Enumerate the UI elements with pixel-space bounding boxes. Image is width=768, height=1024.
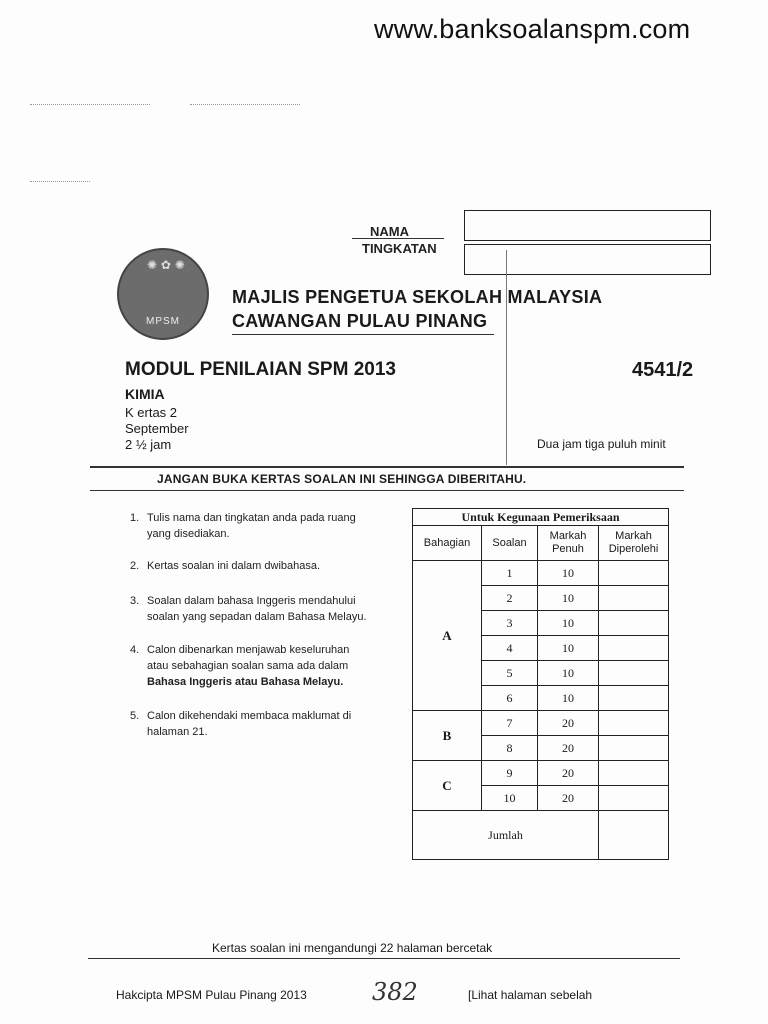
table-row: 3 10 [413, 611, 669, 636]
obtained-cell[interactable] [599, 586, 669, 611]
scan-mark [30, 181, 90, 183]
obtained-cell[interactable] [599, 711, 669, 736]
total-cell[interactable] [599, 811, 669, 860]
total-label: Jumlah [413, 811, 599, 860]
table-row: 4 10 [413, 636, 669, 661]
instruction-item: 2. Kertas soalan ini dalam dwibahasa. [130, 560, 321, 572]
crest-icon: ✺ ✿ ✺ [147, 258, 185, 272]
name-label: NAMA [370, 224, 409, 239]
table-row: B 7 20 [413, 711, 669, 736]
table-row: 10 20 [413, 786, 669, 811]
instruction-item: 1. Tulis nama dan tingkatan anda pada ruang yang disediakan. [130, 512, 356, 540]
table-row: 5 10 [413, 661, 669, 686]
copyright: Hakcipta MPSM Pulau Pinang 2013 [116, 988, 307, 1002]
exam-title: MODUL PENILAIAN SPM 2013 [125, 359, 396, 380]
section-c: C [413, 761, 482, 811]
org-underline [232, 334, 494, 335]
obtained-cell[interactable] [599, 736, 669, 761]
website-url: www.banksoalanspm.com [374, 14, 691, 44]
scan-line [506, 250, 507, 465]
obtained-cell[interactable] [599, 611, 669, 636]
obtained-cell[interactable] [599, 686, 669, 711]
total-row [413, 811, 669, 860]
section-a: A [413, 561, 482, 711]
divider [90, 466, 684, 468]
obtained-cell[interactable] [599, 786, 669, 811]
obtained-cell[interactable] [599, 761, 669, 786]
duration-text: Dua jam tiga puluh minit [537, 437, 666, 451]
organization-branch: CAWANGAN PULAU PINANG [232, 311, 488, 331]
exam-code: 4541/2 [632, 359, 694, 381]
obtained-cell[interactable] [599, 561, 669, 586]
instruction-item: 4. Calon dibenarkan menjawab keseluruhan atau sebahagian soalan sama ada dalam Bahasa Inggeris atau Bahasa Melayu. [130, 644, 350, 688]
table-row: C 9 20 [413, 761, 669, 786]
instruction-item: 3. Soalan dalam bahasa Inggeris mendahului soalan yang sepadan dalam Bahasa Melayu. [130, 595, 367, 623]
next-page-note: [Lihat halaman sebelah [468, 988, 593, 1002]
form-underline [352, 238, 444, 239]
obtained-cell[interactable] [599, 636, 669, 661]
table-row: 6 10 [413, 686, 669, 711]
table-row: A 1 10 [413, 561, 669, 586]
subject: KIMIA [125, 386, 165, 402]
logo-text: MPSM [146, 316, 180, 327]
name-field[interactable] [464, 210, 711, 241]
duration: 2 ½ jam [125, 437, 172, 452]
scan-mark [30, 104, 150, 106]
table-row: 2 10 [413, 586, 669, 611]
obtained-cell[interactable] [599, 661, 669, 686]
instruction-item: 5. Calon dikehendaki membaca maklumat di halaman 21. [130, 710, 352, 738]
paper: K ertas 2 [125, 405, 178, 420]
organization-name: MAJLIS PENGETUA SEKOLAH MALAYSIA [232, 287, 603, 307]
header-question: Soalan [482, 526, 538, 561]
class-field[interactable] [464, 244, 711, 275]
footer-divider [88, 958, 680, 959]
mpsm-logo [117, 248, 209, 340]
month: September [125, 421, 189, 436]
section-b: B [413, 711, 482, 761]
table-row: 8 20 [413, 736, 669, 761]
divider [90, 490, 684, 491]
header-full-marks: Markah Penuh [538, 526, 599, 561]
handwritten-number: 382 [372, 978, 418, 1006]
warning-text: JANGAN BUKA KERTAS SOALAN INI SEHINGGA DIBERITAHU. [157, 472, 527, 486]
scan-mark [190, 104, 300, 106]
marks-table [412, 508, 669, 860]
header-obtained-marks: Markah Diperolehi [599, 526, 669, 561]
page-count: Kertas soalan ini mengandungi 22 halaman bercetak [212, 941, 493, 955]
class-label: TINGKATAN [362, 241, 437, 256]
table-title: Untuk Kegunaan Pemeriksaan [413, 509, 669, 526]
header-section: Bahagian [413, 526, 482, 561]
